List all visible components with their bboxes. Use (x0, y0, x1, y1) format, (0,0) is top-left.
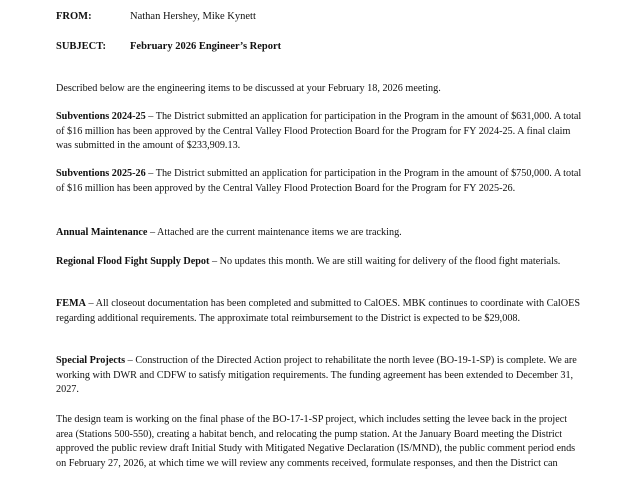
section-title: Subventions 2024-25 (56, 111, 146, 122)
subventions-2025-26-paragraph (56, 167, 586, 196)
from-label: FROM: (56, 11, 92, 22)
section-body: – No updates this month. We are still waiting for delivery of the flood fight materials. (209, 256, 561, 267)
section-title: Special Projects (56, 355, 126, 366)
flood-fight-depot-paragraph (56, 255, 586, 270)
special-projects-paragraph (56, 354, 586, 398)
subject-value: February 2026 Engineer’s Report (130, 41, 282, 52)
section-body: – Attached are the current maintenance items we are tracking. (147, 227, 402, 238)
intro-paragraph: Described below are the engineering items to be discussed at your February 18, 2026 meeting. (56, 83, 441, 94)
subject-label: SUBJECT: (56, 41, 106, 52)
fema-paragraph (56, 297, 586, 326)
section-body: – The District submitted an application for participation in the Program in the amount of $631,000. A total of $16 million has been approved by the Central Valley Flood Protection Board for the Program for FY 2024-25. A final claim was submitted in the amount of $233,909.13. (56, 111, 582, 151)
subventions-2024-25-paragraph (56, 110, 586, 154)
from-value: Nathan Hershey, Mike Kynett (130, 11, 256, 22)
section-title: Annual Maintenance (56, 227, 148, 238)
section-body: – The District submitted an application for participation in the Program in the amount of $750,000. A total of $16 million has been approved by the Central Valley Flood Protection Board for the Program for FY 2025-26. (56, 168, 582, 194)
section-title: Regional Flood Fight Supply Depot (56, 256, 210, 267)
section-body: – All closeout documentation has been completed and submitted to CalOES. MBK continues to coordinate with CalOES regarding additional requirements. The approximate total reimbursement to the District is expected to be $29,008. (56, 298, 581, 324)
section-body: – Construction of the Directed Action project to rehabilitate the north levee (BO-19-1-SP) is complete. We are working with DWR and CDFW to satisfy mitigation requirements. The funding agreement has been extended to December 31, 2027. (56, 355, 577, 395)
section-title: FEMA (56, 298, 86, 309)
from-line (56, 10, 256, 23)
subject-line (56, 40, 281, 53)
annual-maintenance-paragraph (56, 226, 586, 241)
section-title: Subventions 2025-26 (56, 168, 146, 179)
design-team-paragraph: The design team is working on the final phase of the BO-17-1-SP project, which includes setting the levee back in the project area (Stations 500-550), creating a habitat bench, and relocating the pump station. At the January Board meeting the District approved the public review draft Initial Study with Mitigated Negative Declaration (IS/MND), the public comment period ends on February 27, 2026, at which time we will review any comments received, formulate responses, and then the District can (56, 414, 576, 469)
